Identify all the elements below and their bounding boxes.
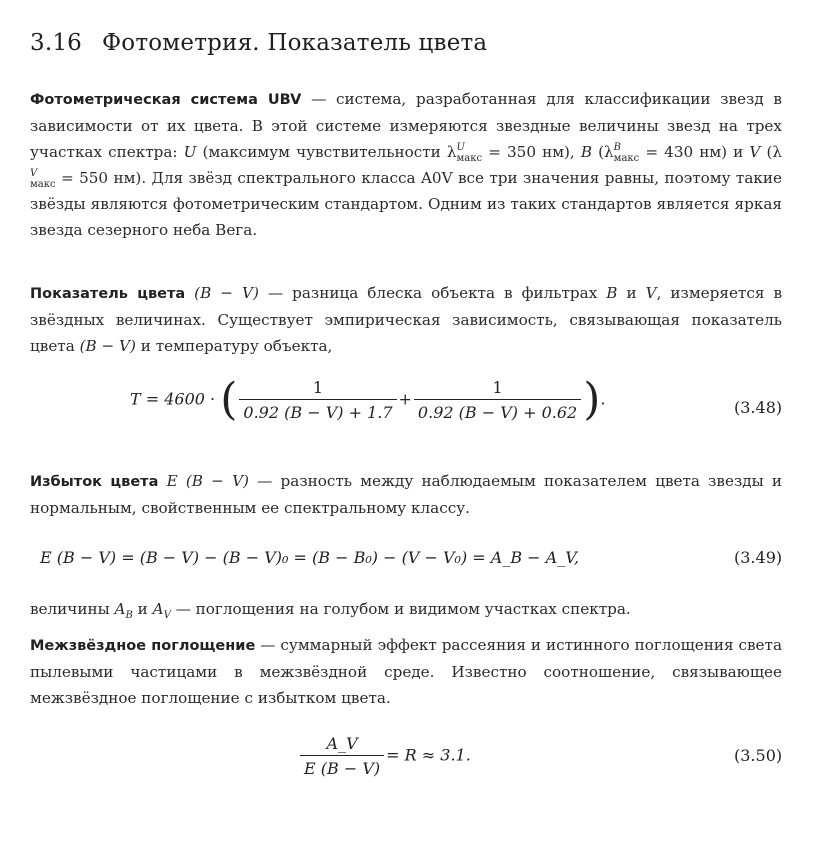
eq348-end: . [600, 389, 606, 409]
p5-text: — суммарный эффект рассеяния и истинного поглощения света пылевыми частицами в межзвёздной среде. Известно соотношение, связывающее межзвёздное поглощение с избытком цвета. [30, 636, 782, 707]
section-heading [30, 30, 487, 56]
paragraph-color-excess [30, 468, 782, 521]
p2-expr: (B − V) [194, 284, 259, 302]
p2-text2: , измеряется в звёздных величинах. Существует эмпирическая зависимость, связывающая показатель цвета [30, 284, 782, 355]
eq350-fraction: $\frac{A\_V}{E (B - V)}$ [300, 734, 384, 778]
lambda-B-indices: B макс [613, 142, 640, 164]
p1-B: B [580, 143, 593, 161]
eq348-fraction-1: $\frac{1}{0.92 (B - V) + 1.7}$ [239, 378, 396, 422]
eq348-plus: + [398, 389, 412, 409]
lambda-V-indices: V макс [30, 168, 56, 190]
term-color-excess: Избыток цвета [30, 474, 159, 490]
lambda-U-indices: U макс [456, 142, 483, 164]
p1-val-v: = 550 нм). Для звёзд спектрального класса A0V все три значения равны, поэтому такие звёзды являются фотометрическим стандартом. Одним из таких стандартов является яркая звезда сезерного неба Вега. [30, 169, 782, 239]
p1-text4: (λ [760, 143, 782, 161]
equation-number-3-48: (3.48) [734, 398, 783, 417]
eq348-lhs: T = 4600 · [130, 389, 216, 409]
p3-text: — разность между наблюдаемым показателем цвета звезды и нормальным, свойственным ее спектральному классу. [30, 472, 783, 517]
p2-B: B [606, 284, 618, 302]
paragraph-interstellar [30, 632, 782, 711]
p4-text1: величины [30, 600, 115, 618]
p1-text: — система, разработанная для классификации звезд в зависимости от их цвета. В этой системе измеряются звездные величины звезд на трех участках спектра: [30, 90, 782, 161]
p1-U: U [183, 143, 197, 161]
p4-and: и [132, 600, 153, 618]
term-interstellar: Межзвёздное поглощение [30, 638, 256, 654]
p4-sub-V: V [163, 610, 171, 622]
term-color-index: Показатель цвета [30, 286, 186, 302]
equation-3-48: T = 4600 · ( $\frac{1}{0.92 (B - V) + 1.7}$ + $\frac{1}{0.92 (B - V) + 0.62}$ ). [130, 374, 606, 425]
paragraph-color-index [30, 280, 782, 359]
p1-text2: (максимум чувствительности λ [196, 143, 457, 161]
eq348-fraction-2: $\frac{1}{0.92 (B - V) + 0.62}$ [414, 378, 581, 422]
p3-expr: E (B − V) [166, 472, 249, 490]
p2-and: и [617, 284, 646, 302]
p2-V: V [645, 284, 657, 302]
equation-3-49: E (B − V) = (B − V) − (B − V)₀ = (B − B₀) − (V − V₀) = A_B − A_V, [40, 548, 580, 567]
p4-AB: A [114, 600, 126, 618]
p4-text2: — поглощения на голубом и видимом участках спектра. [170, 600, 631, 618]
section-title: Фотометрия. Показатель цвета [102, 30, 488, 56]
p4-sub-B: B [125, 610, 133, 622]
p1-V: V [749, 143, 761, 161]
p1-val-u: = 350 нм), [482, 143, 581, 161]
p2-text3: и температуру объекта, [135, 337, 333, 355]
p1-text3: (λ [592, 143, 614, 161]
p2-expr-2: (B − V) [79, 337, 136, 355]
p1-val-b: = 430 нм) и [639, 143, 750, 161]
section-number: 3.16 [30, 30, 83, 56]
equation-3-50 [298, 734, 471, 778]
term-ubv: Фотометрическая система UBV [30, 92, 302, 108]
p4-AV: A [152, 600, 164, 618]
paragraph-ubv [30, 86, 782, 243]
paragraph-absorption [30, 596, 782, 629]
equation-number-3-49: (3.49) [734, 548, 783, 567]
equation-number-3-50: (3.50) [734, 746, 783, 765]
p2-text1: — разница блеска объекта в фильтрах [258, 284, 607, 302]
eq350-rhs: = R ≈ 3.1. [386, 745, 471, 765]
